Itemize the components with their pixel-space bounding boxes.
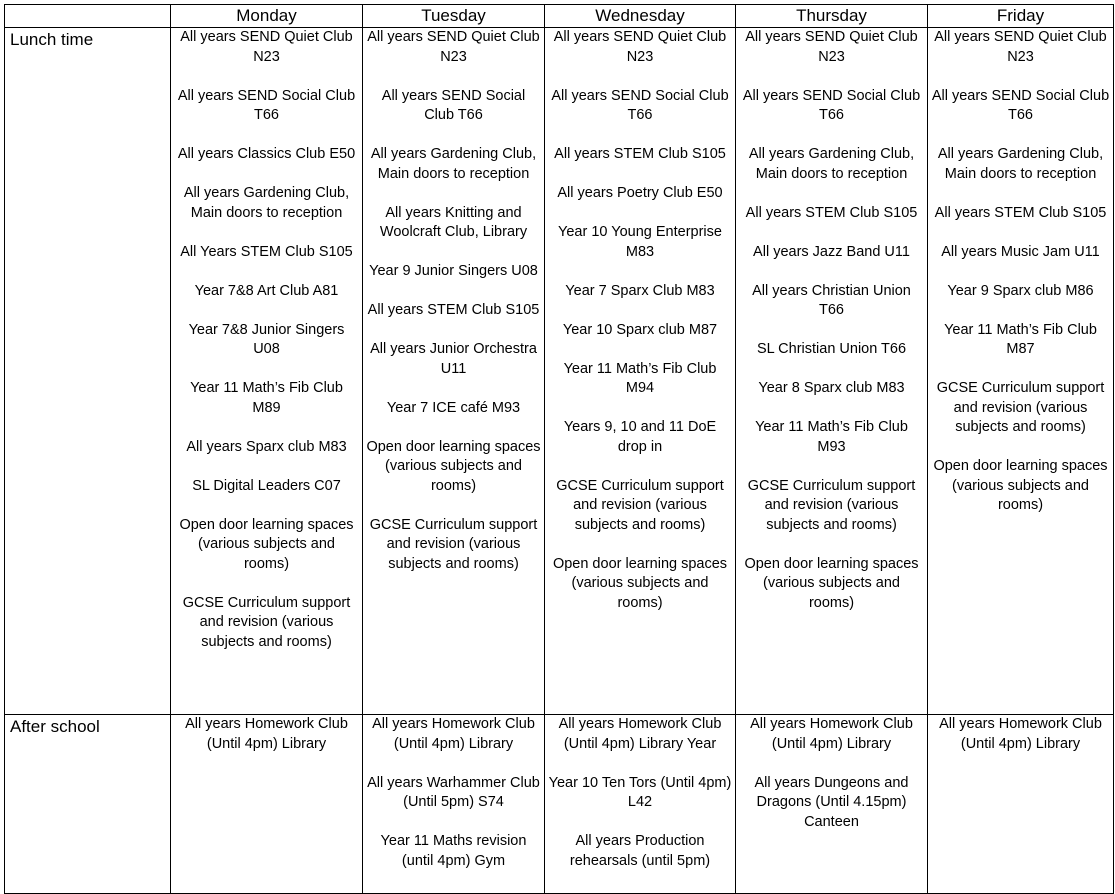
club-entry: All years SEND Social Club T66 xyxy=(931,87,1110,123)
club-entry: All years Classics Club E50 xyxy=(177,146,356,162)
timetable-wrapper xyxy=(4,4,1114,894)
club-entry: All years Gardening Club, Main doors to reception xyxy=(370,146,537,182)
club-entry: All years Poetry Club E50 xyxy=(557,185,723,201)
header-row xyxy=(5,5,1114,28)
club-entry: Open door learning spaces (various subjects and rooms) xyxy=(179,516,354,572)
club-entry: GCSE Curriculum support and revision (various subjects and rooms) xyxy=(182,594,351,650)
club-entry: All years Warhammer Club (Until 5pm) S74 xyxy=(367,774,540,810)
club-entry: All years Jazz Band U11 xyxy=(753,243,910,260)
club-entry: All years Junior Orchestra U11 xyxy=(370,341,537,377)
header-monday: Monday xyxy=(171,5,363,28)
club-entry: All years SEND Social Club T66 xyxy=(177,87,356,123)
club-entry: All years Homework Club (Until 4pm) Library xyxy=(939,716,1102,752)
club-entry: All years SEND Quiet Club N23 xyxy=(180,29,353,65)
club-entry: GCSE Curriculum support and revision (various subjects and rooms) xyxy=(936,380,1105,435)
club-entry: All years SEND Social Club T66 xyxy=(381,87,526,123)
club-entry: GCSE Curriculum support and revision (various subjects and rooms) xyxy=(556,477,724,533)
club-entry: Years 9, 10 and 11 DoE drop in xyxy=(563,419,717,455)
club-entry: GCSE Curriculum support and revision (various subjects and rooms) xyxy=(747,477,916,533)
club-entry: All years STEM Club S105 xyxy=(934,204,1107,221)
club-entry: All Years STEM Club S105 xyxy=(180,243,353,260)
club-entry: All years Christian Union T66 xyxy=(752,282,911,318)
club-entry: All years Gardening Club, Main doors to reception xyxy=(748,146,915,182)
club-entry: All years STEM Club S105 xyxy=(745,204,918,221)
after-school-friday-cell xyxy=(928,715,1114,894)
club-entry: All years Gardening Club, Main doors to reception xyxy=(937,146,1104,182)
club-entry: SL Christian Union T66 xyxy=(756,341,907,357)
club-entry: All years SEND Social Club T66 xyxy=(742,87,921,123)
row-label-lunch-time: Lunch time xyxy=(5,28,171,715)
header-friday: Friday xyxy=(928,5,1114,28)
club-entry: All years STEM Club S105 xyxy=(367,302,540,318)
club-entry: All years SEND Social Club T66 xyxy=(551,87,729,123)
after-school-row xyxy=(5,715,1114,894)
lunch-wednesday-cell xyxy=(545,28,736,715)
after-school-thursday-cell xyxy=(736,715,928,894)
club-entry: Year 9 Junior Singers U08 xyxy=(369,263,538,279)
club-entry: Year 11 Maths revision (until 4pm) Gym xyxy=(380,833,527,869)
club-entry: Open door learning spaces (various subjects and rooms) xyxy=(366,438,541,494)
club-entry: Year 11 Math’s Fib Club M94 xyxy=(563,360,717,396)
club-entry: Year 7 Sparx Club M83 xyxy=(565,282,715,299)
club-entry: All years SEND Quiet Club N23 xyxy=(934,29,1107,65)
lunch-friday-cell xyxy=(928,28,1114,715)
club-entry: Year 11 Math’s Fib Club M93 xyxy=(755,419,908,455)
club-entry: All years Homework Club (Until 4pm) Library xyxy=(750,716,913,752)
header-tuesday: Tuesday xyxy=(363,5,545,28)
club-entry: All years Music Jam U11 xyxy=(941,243,1100,260)
club-entry: Year 11 Math’s Fib Club M89 xyxy=(190,380,343,416)
club-entry: Open door learning spaces (various subjects and rooms) xyxy=(552,555,728,611)
club-entry: SL Digital Leaders C07 xyxy=(192,477,341,494)
club-entry: All years SEND Quiet Club N23 xyxy=(745,29,918,65)
club-entry: All years SEND Quiet Club N23 xyxy=(367,29,540,65)
club-entry: GCSE Curriculum support and revision (various subjects and rooms) xyxy=(369,516,538,572)
lunch-monday-cell xyxy=(171,28,363,715)
after-school-wednesday-cell xyxy=(545,715,736,894)
club-entry: Year 10 Young Enterprise M83 xyxy=(558,224,722,260)
header-corner-cell xyxy=(5,5,171,28)
lunch-tuesday-cell xyxy=(363,28,545,715)
club-entry: Year 10 Ten Tors (Until 4pm) L42 xyxy=(548,774,732,810)
row-label-after-school: After school xyxy=(5,715,171,894)
club-entry: Year 7&8 Junior Singers U08 xyxy=(188,321,345,357)
header-thursday: Thursday xyxy=(736,5,928,28)
after-school-monday-cell xyxy=(171,715,363,894)
club-entry: All years Knitting and Woolcraft Club, Library xyxy=(379,204,528,240)
club-entry: Open door learning spaces (various subjects and rooms) xyxy=(933,458,1108,513)
club-entry: All years Sparx club M83 xyxy=(186,438,347,455)
club-entry: Year 8 Sparx club M83 xyxy=(758,380,905,396)
club-entry: Year 9 Sparx club M86 xyxy=(947,282,1094,299)
after-school-tuesday-cell xyxy=(363,715,545,894)
lunch-thursday-cell xyxy=(736,28,928,715)
club-entry: All years Production rehearsals (until 5pm) xyxy=(569,833,711,869)
club-entry: All years Homework Club (Until 4pm) Library xyxy=(185,716,348,752)
club-entry: Year 7 ICE café M93 xyxy=(386,399,521,416)
clubs-timetable xyxy=(4,4,1114,894)
club-entry: All years Gardening Club, Main doors to reception xyxy=(183,185,350,221)
header-wednesday: Wednesday xyxy=(545,5,736,28)
club-entry: Year 7&8 Art Club A81 xyxy=(194,282,339,299)
club-entry: Year 11 Math’s Fib Club M87 xyxy=(944,321,1097,357)
club-entry: Year 10 Sparx club M87 xyxy=(562,321,718,338)
club-entry: All years SEND Quiet Club N23 xyxy=(553,29,727,65)
club-entry: All years STEM Club S105 xyxy=(554,146,726,162)
lunch-time-row xyxy=(5,28,1114,715)
club-entry: All years Homework Club (Until 4pm) Library Year xyxy=(558,716,722,752)
club-entry: All years Dungeons and Dragons (Until 4.15pm) Canteen xyxy=(754,774,909,830)
club-entry: Open door learning spaces (various subjects and rooms) xyxy=(744,555,919,611)
club-entry: All years Homework Club (Until 4pm) Library xyxy=(372,716,535,752)
